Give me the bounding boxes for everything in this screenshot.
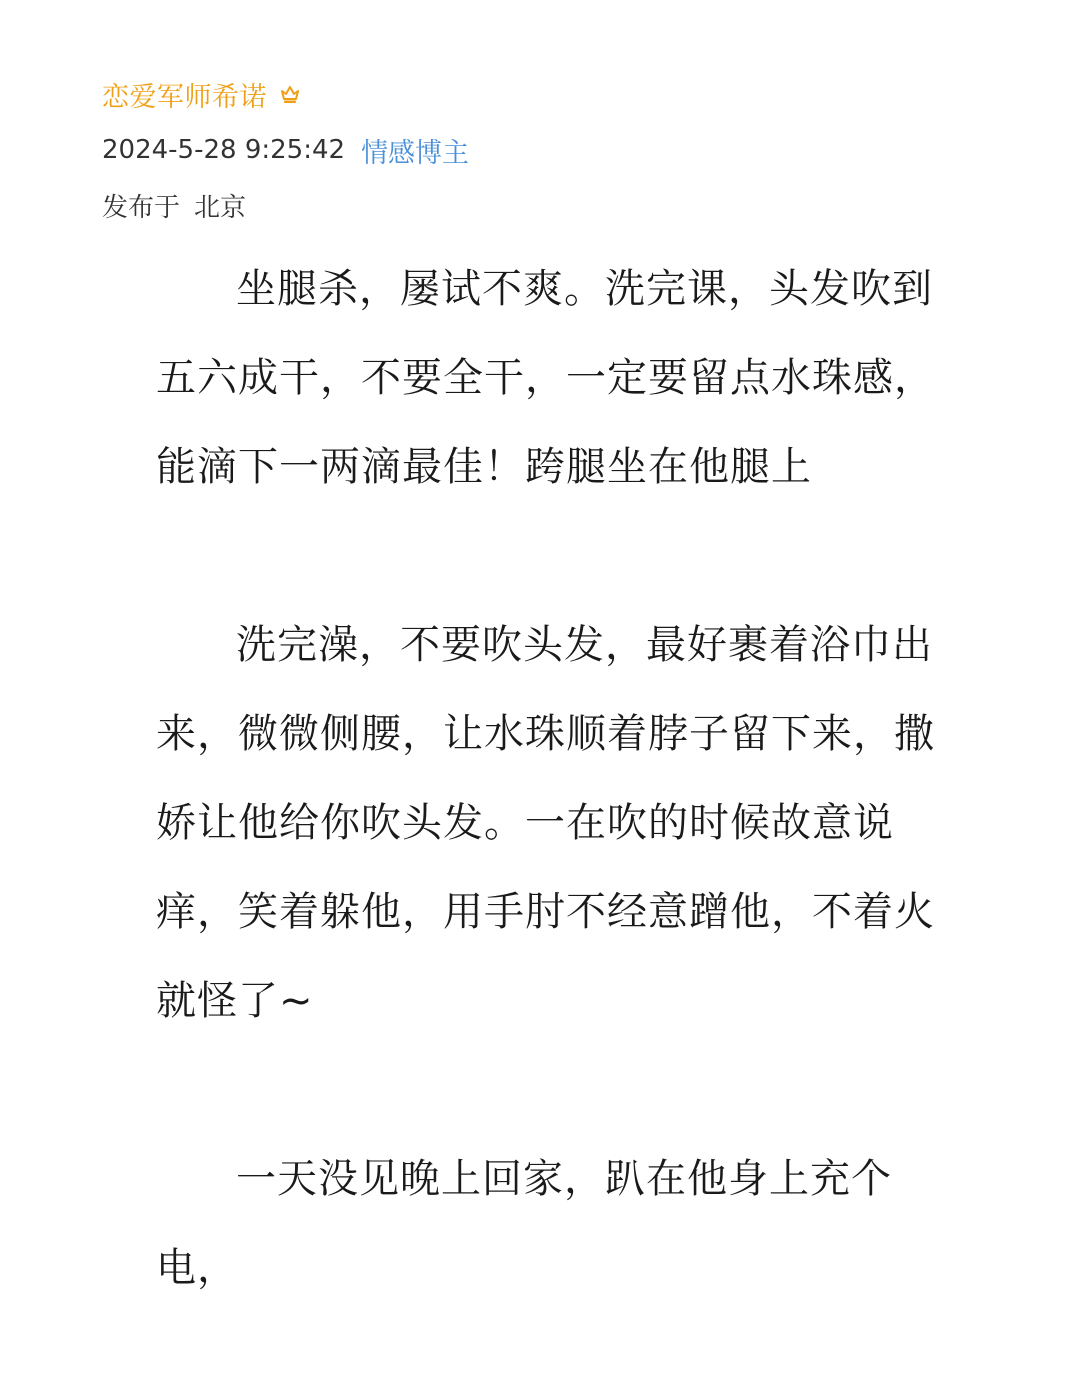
- content-paragraph: 坐腿杀，屡试不爽。洗完课，头发吹到五六成干，不要全干，一定要留点水珠感，能滴下一两滴最佳！跨腿坐在他腿上: [156, 266, 935, 490]
- author-row: [102, 72, 982, 116]
- content-paragraph: 洗完澡，不要吹头发，最好裹着浴巾出来，微微侧腰，让水珠顺着脖子留下来，撒娇让他给你吹头发。一在吹的时候故意说痒，笑着躲他，用手肘不经意蹭他，不着火就怪了~: [156, 622, 935, 1024]
- content-paragraph: 一天没见晚上回家，趴在他身上充个电，: [156, 1156, 892, 1291]
- post-header: [102, 72, 982, 227]
- location-value: 北京: [194, 192, 247, 223]
- meta-row: [102, 128, 982, 172]
- location-label: 发布于: [102, 192, 181, 223]
- post-content: [156, 245, 972, 1313]
- author-name[interactable]: 恋爱军师希诺: [102, 81, 267, 113]
- crown-icon: [279, 83, 301, 105]
- location-row: [102, 183, 982, 227]
- author-role-tag[interactable]: 情感博主: [361, 137, 470, 169]
- post-timestamp: 2024-5-28 9:25:42: [102, 135, 346, 165]
